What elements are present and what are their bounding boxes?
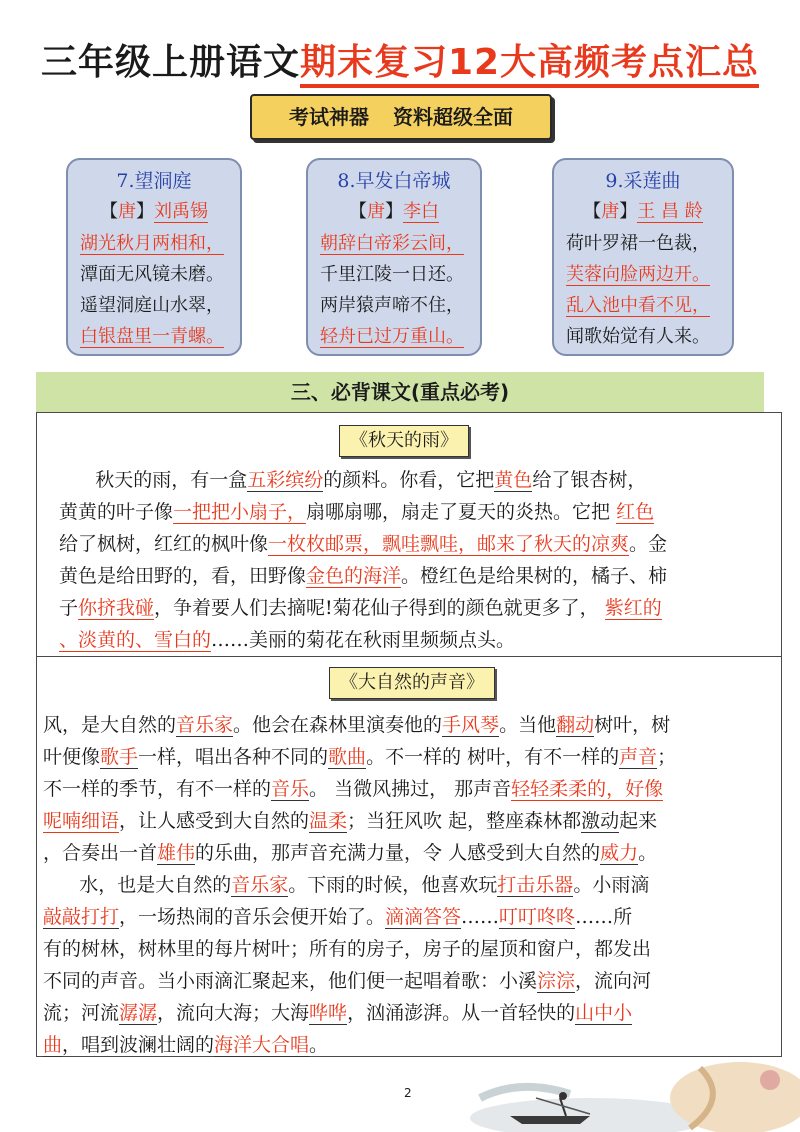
text-line: 风，是大自然的音乐家。他会在森林里演奏他的手风琴。当他翻动树叶，树 xyxy=(43,714,671,736)
page-number: 2 xyxy=(404,1086,412,1100)
poem-line: 荷叶罗裙一色裁， xyxy=(566,233,710,254)
text-line: 曲，唱到波澜壮阔的海洋大合唱。 xyxy=(43,1034,329,1056)
boat-illustration xyxy=(440,1058,800,1132)
text-title: 《大自然的声音》 xyxy=(329,667,495,699)
tag-right: 资料超级全面 xyxy=(393,105,513,129)
poem-line: 乱入池中看不见， xyxy=(566,295,710,316)
poem-line: 遥望洞庭山水翠， xyxy=(80,295,224,316)
text-line: 黄黄的叶子像一把把小扇子，扇哪扇哪，扇走了夏天的炎热。它把 红色 xyxy=(59,501,655,523)
poem-line: 朝辞白帝彩云间， xyxy=(320,233,464,254)
text-line: ，合奏出一首雄伟的乐曲，那声音充满力量，令 人感受到大自然的威力。 xyxy=(43,842,658,864)
poem-line: 轻舟已过万重山。 xyxy=(320,326,464,347)
text-line: 流；河流潺潺，流向大海；大海哗哗，汹涌澎湃。从一首轻快的山中小 xyxy=(43,1002,633,1024)
text-line: 有的树林，树林里的每片树叶；所有的房子，房子的屋顶和窗户，都发出 xyxy=(43,938,652,960)
poem-author: 【唐】王 昌 龄 xyxy=(583,201,703,222)
poem-dynasty: 唐 xyxy=(601,201,620,222)
poem-title: 7.望洞庭 xyxy=(116,170,192,192)
poem-title: 9.采莲曲 xyxy=(605,170,681,192)
poem-line: 湖光秋月两相和， xyxy=(80,233,224,254)
poem-line: 白银盘里一青螺。 xyxy=(80,326,224,347)
text-line: 不一样的季节，有不一样的音乐。 当微风拂过， 那声音轻轻柔柔的，好像 xyxy=(43,778,664,800)
text-line: 不同的声音。当小雨滴汇聚起来，他们便一起唱着歌：小溪淙淙，流向河 xyxy=(43,970,652,992)
text-line: 敲敲打打，一场热闹的音乐会便开始了。滴滴答答……叮叮咚咚……所 xyxy=(43,906,633,928)
poem-title: 8.早发白帝城 xyxy=(337,170,451,192)
text-line: 呢喃细语，让人感受到大自然的温柔；当狂风吹 起，整座森林都激动起来 xyxy=(43,810,658,832)
section-heading: 三、必背课文(重点必考) xyxy=(36,372,764,412)
poem-card-3 xyxy=(552,158,734,356)
poem-author-name: 刘禹锡 xyxy=(154,201,208,222)
title-highlight: 期末复习12大高频考点汇总 xyxy=(300,42,759,88)
poem-author: 【唐】李白 xyxy=(349,201,439,222)
text-box-nature-sounds xyxy=(36,657,782,1057)
poem-line: 千里江陵一日还。 xyxy=(320,264,464,285)
text-body xyxy=(59,464,667,656)
poem-dynasty: 唐 xyxy=(367,201,385,222)
poem-card-2 xyxy=(306,158,482,356)
poem-author: 【唐】刘禹锡 xyxy=(100,201,208,222)
text-line: 、淡黄的、雪白的……美丽的菊花在秋雨里频频点头。 xyxy=(59,629,516,651)
poem-author-name: 李白 xyxy=(403,201,439,222)
tag-left: 考试神器 xyxy=(289,105,369,129)
text-body xyxy=(43,709,676,1061)
poem-line: 芙蓉向脸两边开。 xyxy=(566,264,710,285)
poem-author-name: 王 昌 龄 xyxy=(637,201,703,222)
poem-line: 潭面无风镜未磨。 xyxy=(80,264,224,285)
text-line: 水，也是大自然的音乐家。下雨的时候，他喜欢玩打击乐器。小雨滴 xyxy=(79,874,650,896)
title-prefix: 三年级上册语文 xyxy=(40,42,300,83)
text-line: 黄色是给田野的，看，田野像金色的海洋。橙红色是给果树的，橘子、柿 xyxy=(59,565,668,587)
page-title xyxy=(0,34,800,85)
text-title: 《秋天的雨》 xyxy=(339,425,469,457)
text-box-autumn-rain xyxy=(36,412,782,657)
poem-card-1 xyxy=(66,158,242,356)
text-line: 叶便像歌手一样，唱出各种不同的歌曲。不一样的 树叶，有不一样的声音； xyxy=(43,746,677,768)
text-line: 秋天的雨，有一盒五彩缤纷的颜料。你看，它把黄色给了银杏树， xyxy=(95,469,647,491)
poem-dynasty: 唐 xyxy=(118,201,136,222)
text-line: 给了枫树，红红的枫叶像一枚枚邮票，飘哇飘哇，邮来了秋天的凉爽。金 xyxy=(59,533,668,555)
subtitle-tag xyxy=(250,94,552,140)
poem-line: 两岸猿声啼不住， xyxy=(320,295,464,316)
text-line: 子你挤我碰，争着要人们去摘呢!菊花仙子得到的颜色就更多了， 紫红的 xyxy=(59,597,662,619)
poem-line: 闻歌始觉有人来。 xyxy=(566,326,710,347)
